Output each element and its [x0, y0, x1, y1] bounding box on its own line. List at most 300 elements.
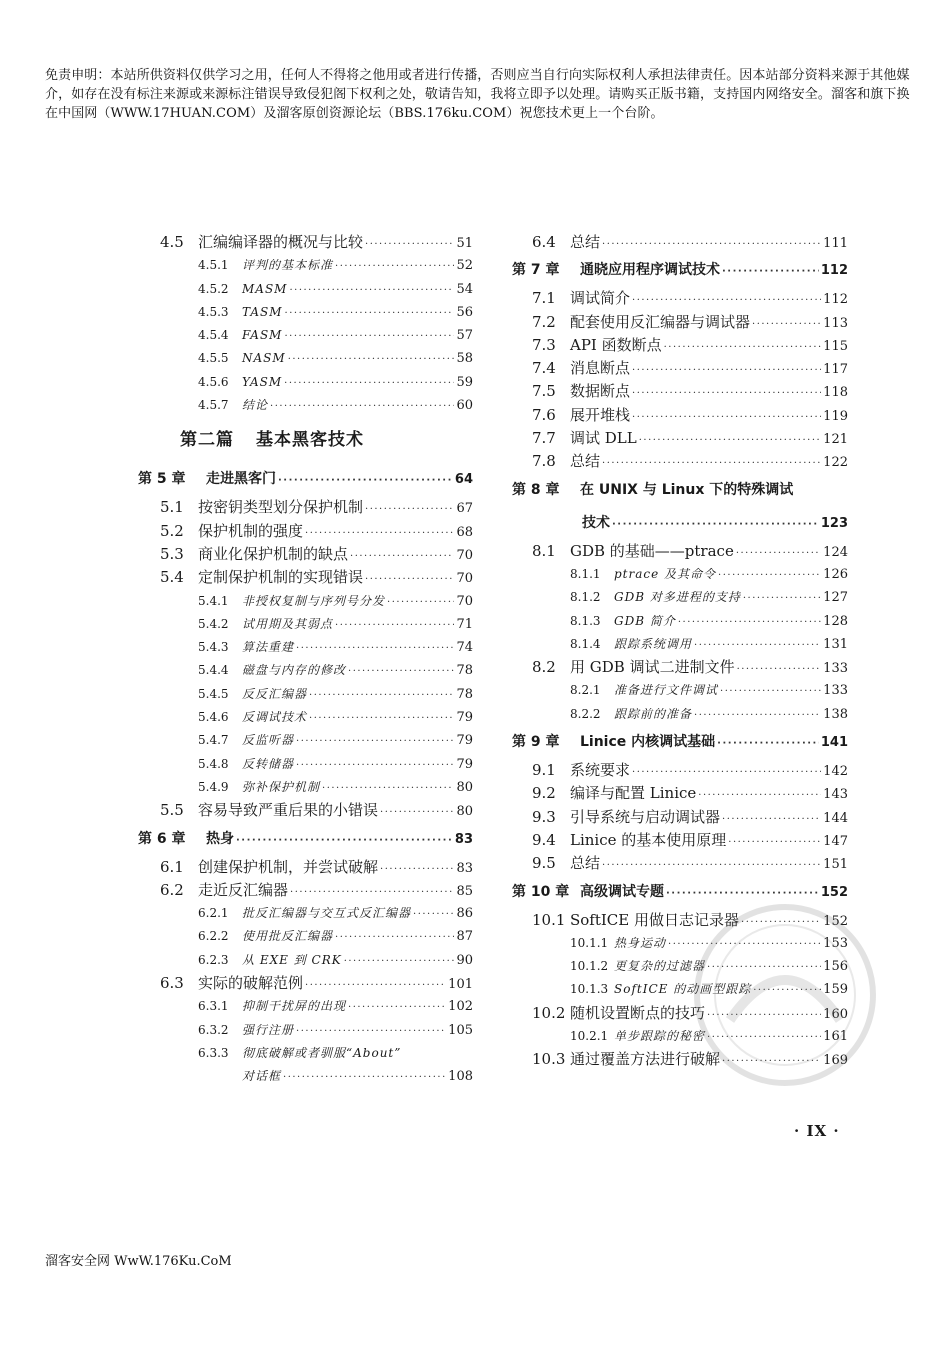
- entry-title: 热身: [206, 830, 234, 847]
- entry-page-number: 156: [823, 959, 848, 975]
- dot-leader: [322, 777, 454, 800]
- entry-page-number: 131: [823, 636, 848, 652]
- entry-title: 弥补保护机制: [242, 779, 321, 794]
- dot-leader: [694, 704, 821, 727]
- entry-number: 9.1: [532, 761, 556, 780]
- footer-site-name: 溜客安全网 WwW.176Ku.CoM: [45, 1254, 232, 1269]
- entry-page-number: 101: [448, 977, 473, 993]
- entry-number: 7.8: [532, 452, 556, 471]
- dot-leader: [350, 545, 454, 568]
- toc-entry[interactable]: [512, 806, 848, 829]
- dot-leader: [602, 854, 821, 877]
- entry-page-number: 161: [823, 1029, 848, 1045]
- dot-leader: [283, 1066, 446, 1089]
- entry-number: 第 8 章: [512, 481, 560, 498]
- dot-leader: [365, 233, 454, 256]
- entry-page-number: 113: [823, 315, 848, 331]
- dot-leader: [309, 684, 454, 707]
- entry-number: 8.2.1: [570, 683, 601, 698]
- entry-title: YASM: [242, 374, 283, 389]
- dot-leader: [380, 858, 454, 881]
- entry-title: 更复杂的过滤器: [614, 959, 706, 974]
- entry-page-number: 159: [823, 982, 848, 998]
- entry-page-number: 143: [823, 787, 848, 803]
- toc-entry[interactable]: [512, 334, 848, 357]
- toc-entry[interactable]: [512, 507, 848, 540]
- entry-page-number: 117: [823, 362, 848, 378]
- entry-title: MASM: [242, 281, 288, 296]
- entry-page-number: 78: [456, 686, 473, 702]
- entry-page-number: 118: [823, 385, 848, 401]
- dot-leader: [722, 255, 819, 288]
- entry-number: 6.2.2: [198, 929, 229, 944]
- dot-leader: [270, 395, 454, 418]
- toc-left-column: [138, 231, 473, 1089]
- entry-title: 跟踪系统调用: [614, 636, 693, 651]
- entry-number: 第 5 章: [138, 471, 186, 488]
- toc-entry[interactable]: [512, 404, 848, 427]
- entry-title: API 函数断点: [570, 335, 662, 354]
- entry-title: 展开堆栈: [570, 405, 631, 424]
- entry-title: 跟踪前的准备: [614, 706, 693, 721]
- dot-leader: [602, 452, 821, 475]
- entry-title: 对话框: [242, 1069, 282, 1084]
- dot-leader: [296, 1020, 446, 1043]
- toc-entry[interactable]: [138, 613, 473, 636]
- entry-title: 彻底破解或者驯服“About”: [242, 1045, 402, 1060]
- entry-title: 准备进行文件调试: [614, 683, 719, 698]
- entry-number: 6.3: [160, 974, 184, 993]
- entry-number: 4.5.5: [198, 351, 229, 366]
- entry-number: 7.2: [532, 312, 556, 331]
- dot-leader: [722, 808, 821, 831]
- toc-entry[interactable]: [138, 278, 473, 301]
- entry-page-number: 141: [820, 735, 848, 751]
- toc-entry[interactable]: [512, 231, 848, 254]
- entry-title: GDB 的基础——ptrace: [570, 541, 734, 560]
- dot-leader: [348, 996, 446, 1019]
- entry-title: 单步跟踪的秘密: [614, 1029, 706, 1044]
- entry-page-number: 124: [823, 544, 848, 560]
- entry-title: 反转储器: [242, 756, 295, 771]
- dot-leader: [305, 974, 446, 997]
- dot-leader: [278, 464, 453, 497]
- entry-number: 6.3.2: [198, 1022, 229, 1037]
- entry-page-number: 79: [456, 710, 473, 726]
- entry-title: 随机设置断点的技巧: [570, 1003, 706, 1022]
- entry-title: 汇编编译器的概况与比较: [198, 233, 364, 251]
- toc-entry[interactable]: [512, 782, 848, 805]
- dot-leader: [694, 634, 821, 657]
- entry-page-number: 80: [456, 779, 473, 795]
- entry-page-number: 87: [456, 929, 473, 945]
- entry-page-number: 115: [823, 338, 848, 354]
- entry-title: 在 UNIX 与 Linux 下的特殊调试: [580, 481, 794, 498]
- dot-leader: [612, 508, 819, 541]
- dot-leader: [288, 348, 455, 371]
- entry-page-number: 111: [823, 236, 848, 251]
- entry-title: 反反汇编器: [242, 686, 308, 701]
- entry-number: 4.5.7: [198, 398, 229, 413]
- toc-entry[interactable]: [138, 972, 473, 995]
- entry-title: Linice 内核调试基础: [580, 734, 716, 751]
- dot-leader: [718, 564, 821, 587]
- entry-page-number: 79: [456, 733, 473, 749]
- entry-number: 第 6 章: [138, 830, 186, 847]
- entry-number: 4.5.4: [198, 328, 229, 343]
- toc-entry[interactable]: [138, 706, 473, 729]
- entry-page-number: 83: [454, 831, 473, 847]
- toc-entry[interactable]: [138, 417, 473, 463]
- entry-page-number: 85: [456, 883, 473, 899]
- entry-page-number: 108: [448, 1069, 473, 1085]
- toc-entry[interactable]: [512, 829, 848, 852]
- toc-entry[interactable]: [512, 287, 848, 310]
- entry-number: 7.4: [532, 359, 556, 378]
- entry-page-number: 86: [456, 906, 473, 922]
- entry-number: 第 9 章: [512, 734, 560, 751]
- entry-number: 7.5: [532, 382, 556, 401]
- toc-entry[interactable]: [512, 759, 848, 782]
- entry-page-number: 70: [456, 593, 473, 609]
- dot-leader: [736, 542, 821, 565]
- entry-title: GDB 对多进程的支持: [614, 590, 741, 605]
- dot-leader: [305, 522, 454, 545]
- entry-page-number: 67: [456, 501, 473, 517]
- entry-page-number: 54: [456, 281, 473, 297]
- entry-number: 10.1.2: [570, 959, 609, 974]
- toc-entry[interactable]: [138, 1042, 473, 1065]
- entry-title: 从 EXE 到 CRK: [242, 952, 342, 967]
- entry-title: 容易导致严重后果的小错误: [198, 801, 379, 820]
- entry-page-number: 152: [823, 913, 848, 929]
- entry-page-number: 152: [820, 884, 848, 900]
- entry-page-number: 51: [456, 236, 473, 251]
- entry-title: 配套使用反汇编器与调试器: [570, 312, 751, 331]
- watermark-seal-icon: [690, 900, 880, 1090]
- entry-page-number: 127: [823, 590, 848, 606]
- entry-number: 6.2: [160, 880, 184, 899]
- entry-number: 7.6: [532, 405, 556, 424]
- toc-entry[interactable]: [512, 540, 848, 563]
- entry-number: 5.4.9: [198, 779, 229, 794]
- entry-title: 非授权复制与序列号分发: [242, 593, 386, 608]
- toc-entry[interactable]: [138, 799, 473, 822]
- entry-title: 试用期及其弱点: [242, 616, 334, 631]
- entry-title: 使用批反汇编器: [242, 929, 334, 944]
- entry-title: 调试简介: [570, 289, 631, 308]
- entry-page-number: 74: [456, 640, 473, 656]
- toc-entry[interactable]: [138, 543, 473, 566]
- dot-leader: [344, 950, 455, 973]
- dot-leader: [737, 658, 822, 681]
- entry-number: 4.5: [160, 233, 184, 251]
- dot-leader: [717, 727, 819, 760]
- part-number: 第二篇: [180, 430, 234, 451]
- toc-entry[interactable]: [138, 347, 473, 370]
- entry-number: 5.3: [160, 544, 184, 563]
- toc-entry[interactable]: [512, 703, 848, 726]
- entry-page-number: 160: [823, 1006, 848, 1022]
- dot-leader: [413, 903, 454, 926]
- entry-number: 6.3.1: [198, 999, 229, 1014]
- dot-leader: [664, 336, 822, 359]
- dot-leader: [335, 614, 454, 637]
- entry-number: 8.1.4: [570, 636, 601, 651]
- entry-number: 10.3: [532, 1050, 566, 1069]
- entry-title: FASM: [242, 328, 283, 343]
- toc-entry[interactable]: [138, 520, 473, 543]
- dot-leader: [335, 255, 454, 278]
- entry-page-number: 119: [823, 408, 848, 424]
- toc-entry[interactable]: [138, 254, 473, 277]
- entry-number: 9.2: [532, 784, 556, 803]
- entry-title: 实际的破解范例: [198, 974, 304, 993]
- dot-leader: [296, 637, 454, 660]
- dot-leader: [632, 382, 821, 405]
- dot-leader: [720, 680, 821, 703]
- entry-number: 4.5.2: [198, 281, 229, 296]
- toc-entry[interactable]: [138, 566, 473, 589]
- entry-title: 总结: [570, 854, 601, 873]
- entry-page-number: 151: [823, 857, 848, 873]
- entry-number: 5.5: [160, 801, 184, 820]
- entry-number: 8.2.2: [570, 706, 601, 721]
- entry-number: 10.1.3: [570, 982, 609, 997]
- toc-entry[interactable]: [138, 301, 473, 324]
- dot-leader: [284, 325, 454, 348]
- toc-entry[interactable]: [512, 474, 848, 507]
- toc-entry[interactable]: [138, 753, 473, 776]
- entry-title: NASM: [242, 351, 286, 366]
- entry-number: 10.2: [532, 1003, 566, 1022]
- entry-title: SoftICE 用做日志记录器: [570, 910, 740, 929]
- entry-title: GDB 简介: [614, 613, 676, 628]
- entry-page-number: 58: [456, 351, 473, 367]
- entry-page-number: 153: [823, 935, 848, 951]
- entry-title: 总结: [570, 233, 601, 251]
- entry-title: 消息断点: [570, 359, 631, 378]
- entry-number: 6.2.1: [198, 906, 229, 921]
- entry-title: Linice 的基本使用原理: [570, 830, 727, 849]
- dot-leader: [309, 707, 454, 730]
- entry-number: 10.2.1: [570, 1029, 609, 1044]
- entry-number: 8.1: [532, 541, 556, 560]
- dot-leader: [602, 233, 821, 256]
- toc-entry[interactable]: [138, 902, 473, 925]
- entry-number: 5.4: [160, 568, 184, 587]
- entry-page-number: 59: [456, 374, 473, 390]
- toc-entry[interactable]: [138, 496, 473, 519]
- toc-entry[interactable]: [512, 380, 848, 403]
- entry-page-number: 133: [823, 661, 848, 677]
- entry-title: 编译与配置 Linice: [570, 784, 697, 803]
- toc-entry[interactable]: [512, 633, 848, 656]
- toc-entry[interactable]: [138, 823, 473, 856]
- entry-title: 数据断点: [570, 382, 631, 401]
- entry-number: 10.1.1: [570, 935, 609, 950]
- entry-title: 通晓应用程序调试技术: [580, 262, 720, 279]
- entry-page-number: 68: [456, 524, 473, 540]
- toc-entry[interactable]: [138, 394, 473, 417]
- dot-leader: [335, 926, 454, 949]
- entry-number: 5.4.3: [198, 640, 229, 655]
- entry-title: 调试 DLL: [570, 429, 637, 448]
- entry-title: 抑制干扰屏的出现: [242, 999, 347, 1014]
- entry-number: 5.1: [160, 498, 184, 517]
- entry-number: 5.4.5: [198, 686, 229, 701]
- dot-leader: [678, 611, 821, 634]
- entry-page-number: 71: [456, 616, 473, 632]
- entry-page-number: 121: [823, 432, 848, 448]
- entry-number: 4.5.3: [198, 304, 229, 319]
- entry-number: 4.5.1: [198, 258, 229, 273]
- entry-page-number: 126: [823, 566, 848, 582]
- entry-page-number: 56: [456, 304, 473, 320]
- entry-page-number: 60: [456, 398, 473, 414]
- toc-entry[interactable]: [138, 949, 473, 972]
- entry-number: 6.4: [532, 233, 556, 251]
- toc-entry[interactable]: [138, 995, 473, 1018]
- entry-title: 走进黑客门: [206, 471, 276, 488]
- page-number: · IX ·: [794, 1122, 840, 1140]
- toc-entry[interactable]: [138, 636, 473, 659]
- entry-page-number: 128: [823, 613, 848, 629]
- entry-title: 创建保护机制，并尝试破解: [198, 857, 379, 876]
- part-title: 基本黑客技术: [256, 430, 364, 451]
- dot-leader: [289, 279, 454, 302]
- entry-number: 6.1: [160, 857, 184, 876]
- toc-entry[interactable]: [138, 925, 473, 948]
- entry-page-number: 144: [823, 810, 848, 826]
- toc-entry[interactable]: [512, 610, 848, 633]
- toc-entry[interactable]: [138, 324, 473, 347]
- toc-entry[interactable]: [138, 729, 473, 752]
- entry-page-number: 123: [820, 515, 848, 531]
- toc-entry[interactable]: [138, 659, 473, 682]
- entry-page-number: 79: [456, 756, 473, 772]
- toc-entry[interactable]: [512, 726, 848, 759]
- toc-entry[interactable]: [512, 852, 848, 875]
- toc-entry[interactable]: [138, 683, 473, 706]
- entry-number: 8.2: [532, 658, 556, 677]
- entry-page-number: 83: [456, 860, 473, 876]
- entry-title: 结论: [242, 398, 269, 413]
- entry-title: 通过覆盖方法进行破解: [570, 1050, 721, 1069]
- entry-title: 评判的基本标准: [242, 258, 334, 273]
- toc-entry[interactable]: [138, 371, 473, 394]
- dot-leader: [296, 754, 454, 777]
- entry-number: 9.5: [532, 854, 556, 873]
- toc-entry[interactable]: [512, 311, 848, 334]
- entry-number: 8.1.1: [570, 566, 601, 581]
- toc-entry[interactable]: [138, 1019, 473, 1042]
- toc-entry[interactable]: [512, 586, 848, 609]
- dot-leader: [743, 587, 821, 610]
- toc-entry[interactable]: [512, 357, 848, 380]
- entry-page-number: 90: [456, 952, 473, 968]
- dot-leader: [752, 313, 821, 336]
- toc-entry[interactable]: [512, 656, 848, 679]
- entry-title: ptrace 及其命令: [614, 566, 717, 581]
- entry-number: 5.4.2: [198, 616, 229, 631]
- entry-number: 8.1.3: [570, 613, 601, 628]
- dot-leader: [639, 429, 821, 452]
- entry-page-number: 138: [823, 706, 848, 722]
- dot-leader: [236, 824, 453, 857]
- dot-leader: [698, 784, 821, 807]
- entry-number: 5.4.6: [198, 710, 229, 725]
- entry-title: 引导系统与启动调试器: [570, 807, 721, 826]
- toc-entry[interactable]: [138, 231, 473, 254]
- entry-page-number: 147: [823, 833, 848, 849]
- dot-leader: [632, 406, 821, 429]
- dot-leader: [284, 372, 454, 395]
- entry-page-number: 169: [823, 1053, 848, 1069]
- entry-number: 5.4.8: [198, 756, 229, 771]
- dot-leader: [632, 761, 821, 784]
- dot-leader: [365, 498, 454, 521]
- entry-number: 9.4: [532, 830, 556, 849]
- dot-leader: [632, 289, 821, 312]
- entry-number: 8.1.2: [570, 590, 601, 605]
- toc-entry[interactable]: [138, 1065, 473, 1088]
- entry-page-number: 133: [823, 683, 848, 699]
- entry-title: 热身运动: [614, 935, 667, 950]
- entry-title: 用 GDB 调试二进制文件: [570, 658, 735, 677]
- entry-title: 总结: [570, 452, 601, 471]
- toc-entry[interactable]: [512, 427, 848, 450]
- entry-page-number: 122: [823, 455, 848, 471]
- entry-title: 高级调试专题: [580, 883, 664, 900]
- entry-page-number: 105: [448, 1022, 473, 1038]
- toc-entry[interactable]: [138, 463, 473, 496]
- entry-page-number: 102: [448, 999, 473, 1015]
- entry-title: 保护机制的强度: [198, 521, 304, 540]
- entry-title: 批反汇编器与交互式反汇编器: [242, 906, 412, 921]
- entry-title: SoftICE 的动画型跟踪: [614, 982, 752, 997]
- entry-page-number: 70: [456, 547, 473, 563]
- dot-leader: [632, 359, 821, 382]
- dot-leader: [387, 591, 454, 614]
- entry-number: 第 7 章: [512, 262, 560, 279]
- toc-entry[interactable]: [512, 254, 848, 287]
- entry-page-number: 70: [456, 571, 473, 587]
- entry-title: 技术: [582, 514, 610, 531]
- toc-entry[interactable]: [512, 679, 848, 702]
- entry-title: 定制保护机制的实现错误: [198, 568, 364, 587]
- entry-number: 9.3: [532, 807, 556, 826]
- toc-entry[interactable]: [138, 776, 473, 799]
- entry-title: 按密钥类型划分保护机制: [198, 498, 364, 517]
- toc-entry[interactable]: [512, 563, 848, 586]
- toc-entry[interactable]: [138, 590, 473, 613]
- entry-page-number: 52: [456, 258, 473, 274]
- dot-leader: [348, 660, 454, 683]
- entry-page-number: 80: [456, 804, 473, 820]
- entry-number: 6.2.3: [198, 952, 229, 967]
- dot-leader: [296, 730, 454, 753]
- entry-number: 5.4.7: [198, 733, 229, 748]
- toc-entry[interactable]: [138, 856, 473, 879]
- toc-entry[interactable]: [138, 879, 473, 902]
- toc-entry[interactable]: [512, 450, 848, 473]
- entry-title: 强行注册: [242, 1022, 295, 1037]
- entry-number: 7.7: [532, 429, 556, 448]
- dot-leader: [365, 568, 454, 591]
- entry-page-number: 57: [456, 328, 473, 344]
- dot-leader: [285, 302, 455, 325]
